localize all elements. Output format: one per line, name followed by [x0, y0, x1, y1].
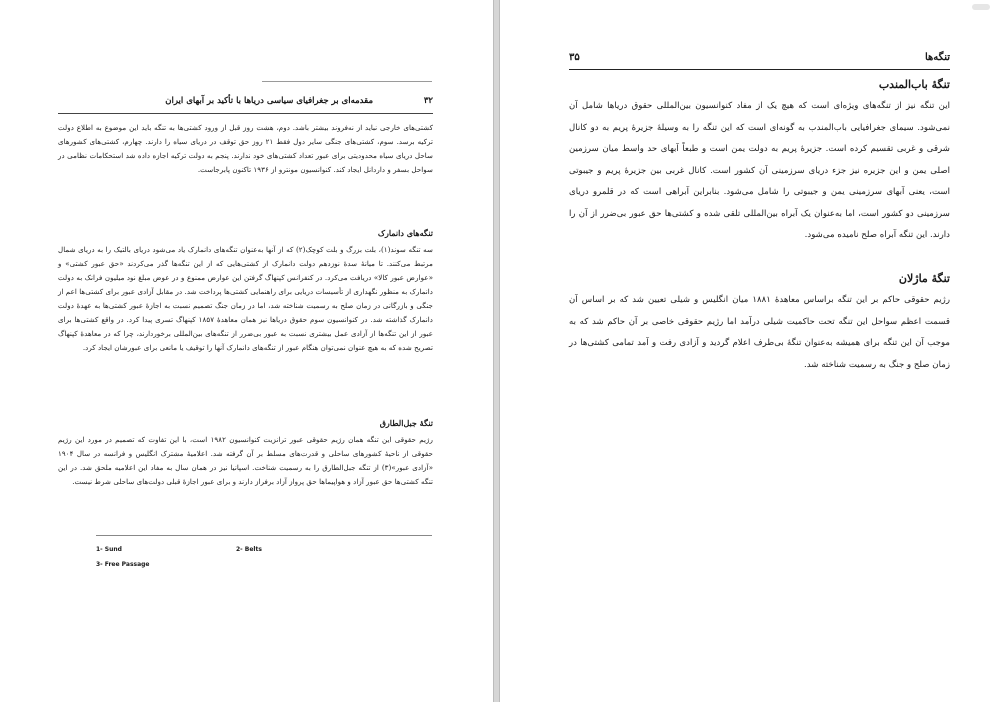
- intro-paragraph: کشتی‌های خارجی نباید از نه‌فروند بیشتر باشد. دوم، هشت روز قبل از ورود کشتی‌ها به تنگه باید این موضوع به اطلاع دولت ترکیه برسد. سوم، کشتی‌های جنگی سایر دول فقط ۲۱ روز حق توقف در دریای سیاه را دارند. چهارم، کشتی‌های کشورهای ساحل دریای سیاه محدودیتی برای عبور تعداد کشتی‌های خود ندارند. پنجم به دولت ترکیه اجازه داده شد استحکامات نظامی در سواحل بسفر و داردانل ایجاد کند. کنوانسیون مونترو از ۱۹۳۶ تاکنون پابرجاست.: [58, 123, 433, 174]
- danish-straits-paragraph: سه تنگه سوند(۱)، بلت بزرگ و بلت کوچک(۲) که از آنها به‌عنوان تنگه‌های دانمارک یاد می‌شود دریای بالتیک را به دریای شمال مرتبط می‌کنند. تا میانهٔ سدهٔ نوزدهم دولت دانمارک از کشتی‌هایی که از این تنگه‌ها گذر می‌کردند «حق عبور کشتی» و «عوارض عبور کالا» دریافت می‌کرد. در کنفرانس کپنهاگ گرفتن این عوارض ممنوع و در عوض مبلغ نود میلیون فرانک به دولت دانمارک به منظور نگهداری از تأسیسات دریایی برای راهنمایی کشتی‌ها پرداخت شد. در مقابل آزادی عبور برای کشتی‌ها اعم از جنگی و بازرگانی در زمان صلح به رسمیت شناخته شد، اما در زمان جنگ تصمیم نسبت به اجازهٔ عبور کشتی‌ها به عهدهٔ دولت دانمارک گذاشته شد. در کنوانسیون سوم حقوق دریاها نیز همان معاهدهٔ ۱۸۵۷ کپنهاگ تسری پیدا کرد. در واقع کشتی‌ها برای عبور از این تنگه‌ها از آزادی عمل بیشتری نسبت به عبور بی‌ضرر از تنگه‌های بین‌المللی برخوردارند، چرا که در معاهدهٔ کپنهاگ تصریح شده که به هیچ عنوان نمی‌توان هنگام عبور از تنگه‌های دانمارک آنها را توقیف یا مانعی برای عبورشان ایجاد کرد.: [58, 245, 433, 352]
- bab-el-mandeb-paragraph: این تنگه نیز از تنگه‌های ویژه‌ای است که هیچ یک از مفاد کنوانسیون بین‌المللی حقوق دریاها شامل آن نمی‌شود. سیمای جغرافیایی باب‌المندب به گونه‌ای است که این تنگه را به وسیلهٔ جزیرهٔ پریم به دو کانال شرقی و غربی تقسیم کرده است. جزیرهٔ پریم به دولت یمن است و طبعاً آبهای حد واسط میان سرزمین اصلی یمن و این جزیره نیز جزء دریای سرزمینی آن کشور است. کانال غربی بین جزیرهٔ پریم و جیبوتی است، یعنی آبهای سرزمینی یمن و جیبوتی را شامل می‌شود. بنابراین آبراهی است که در قلمرو دریای سرزمینی دو کشور است، اما به‌عنوان یک آبراه بین‌المللی تلقی شده و کشتی‌ها حق عبور بی‌ضرر از آن را دارند. این تنگه آبراه صلح نامیده می‌شود.: [569, 101, 950, 240]
- left-page-header: [58, 96, 433, 112]
- running-title: تنگه‌ها: [924, 52, 950, 63]
- section-heading-magellan: تنگهٔ ماژلان: [898, 272, 950, 285]
- section-heading-gibraltar: تنگهٔ جبل‌الطارق: [379, 418, 433, 428]
- right-page: [500, 0, 996, 702]
- footnote: 1- Sund: [96, 546, 122, 553]
- gibraltar-paragraph: رژیم حقوقی این تنگه همان رژیم حقوقی عبور ترانزیت کنوانسیون ۱۹۸۲ است، با این تفاوت که تصمیم در مورد این رژیم حقوقی از ناحیهٔ کشورهای ساحلی و قدرت‌های مسلط بر آن گرفته شد. اعلامیهٔ مشترک انگلیس و فرانسه در سال ۱۹۰۴ «آزادی عبور»(۳) از تنگه جبل‌الطارق را به رسمیت شناخت. اسپانیا نیز در همان سال به مفاد این اعلامیه ملحق شد. در این تنگه کشتی‌ها حق عبور آزاد و هواپیماها حق پرواز آزاد برفراز دارند و برای عبور اجازهٔ قبلی دولت‌های ساحلی شرط نیست.: [58, 435, 433, 486]
- left-page: [0, 0, 493, 702]
- footnote-rule: [96, 535, 432, 536]
- page-gutter: [493, 0, 500, 702]
- page-number: ۳۵: [569, 52, 580, 63]
- footnote: 3- Free Passage: [96, 561, 150, 568]
- top-rule: [262, 81, 432, 82]
- header-rule: [58, 113, 433, 114]
- section-heading-bab-el-mandeb: تنگهٔ باب‌المندب: [878, 78, 950, 91]
- footnote: 2- Belts: [236, 546, 262, 553]
- magellan-paragraph: رژیم حقوقی حاکم بر این تنگه براساس معاهدهٔ ۱۸۸۱ میان انگلیس و شیلی تعیین شد که بر اساس آن قسمت اعظم سواحل این تنگه تحت حاکمیت شیلی درآمد اما رژیم حقوقی خاصی بر آن حاکم شد که به موجب آن این تنگه برای همیشه به‌عنوان تنگهٔ بی‌طرف اعلام گردید و آزادی رفت و آمد تمامی کشتی‌ها در زمان صلح و جنگ به رسمیت شناخته شد.: [569, 295, 950, 370]
- page-corner-mark: [972, 4, 990, 10]
- right-page-header: [569, 52, 950, 68]
- section-heading-danish-straits: تنگه‌های دانمارک: [377, 228, 433, 238]
- page-number: ۳۲: [423, 96, 433, 106]
- header-rule: [569, 69, 950, 70]
- running-title: مقدمه‌ای بر جغرافیای سیاسی دریاها با تأکید بر آبهای ایران: [165, 96, 373, 106]
